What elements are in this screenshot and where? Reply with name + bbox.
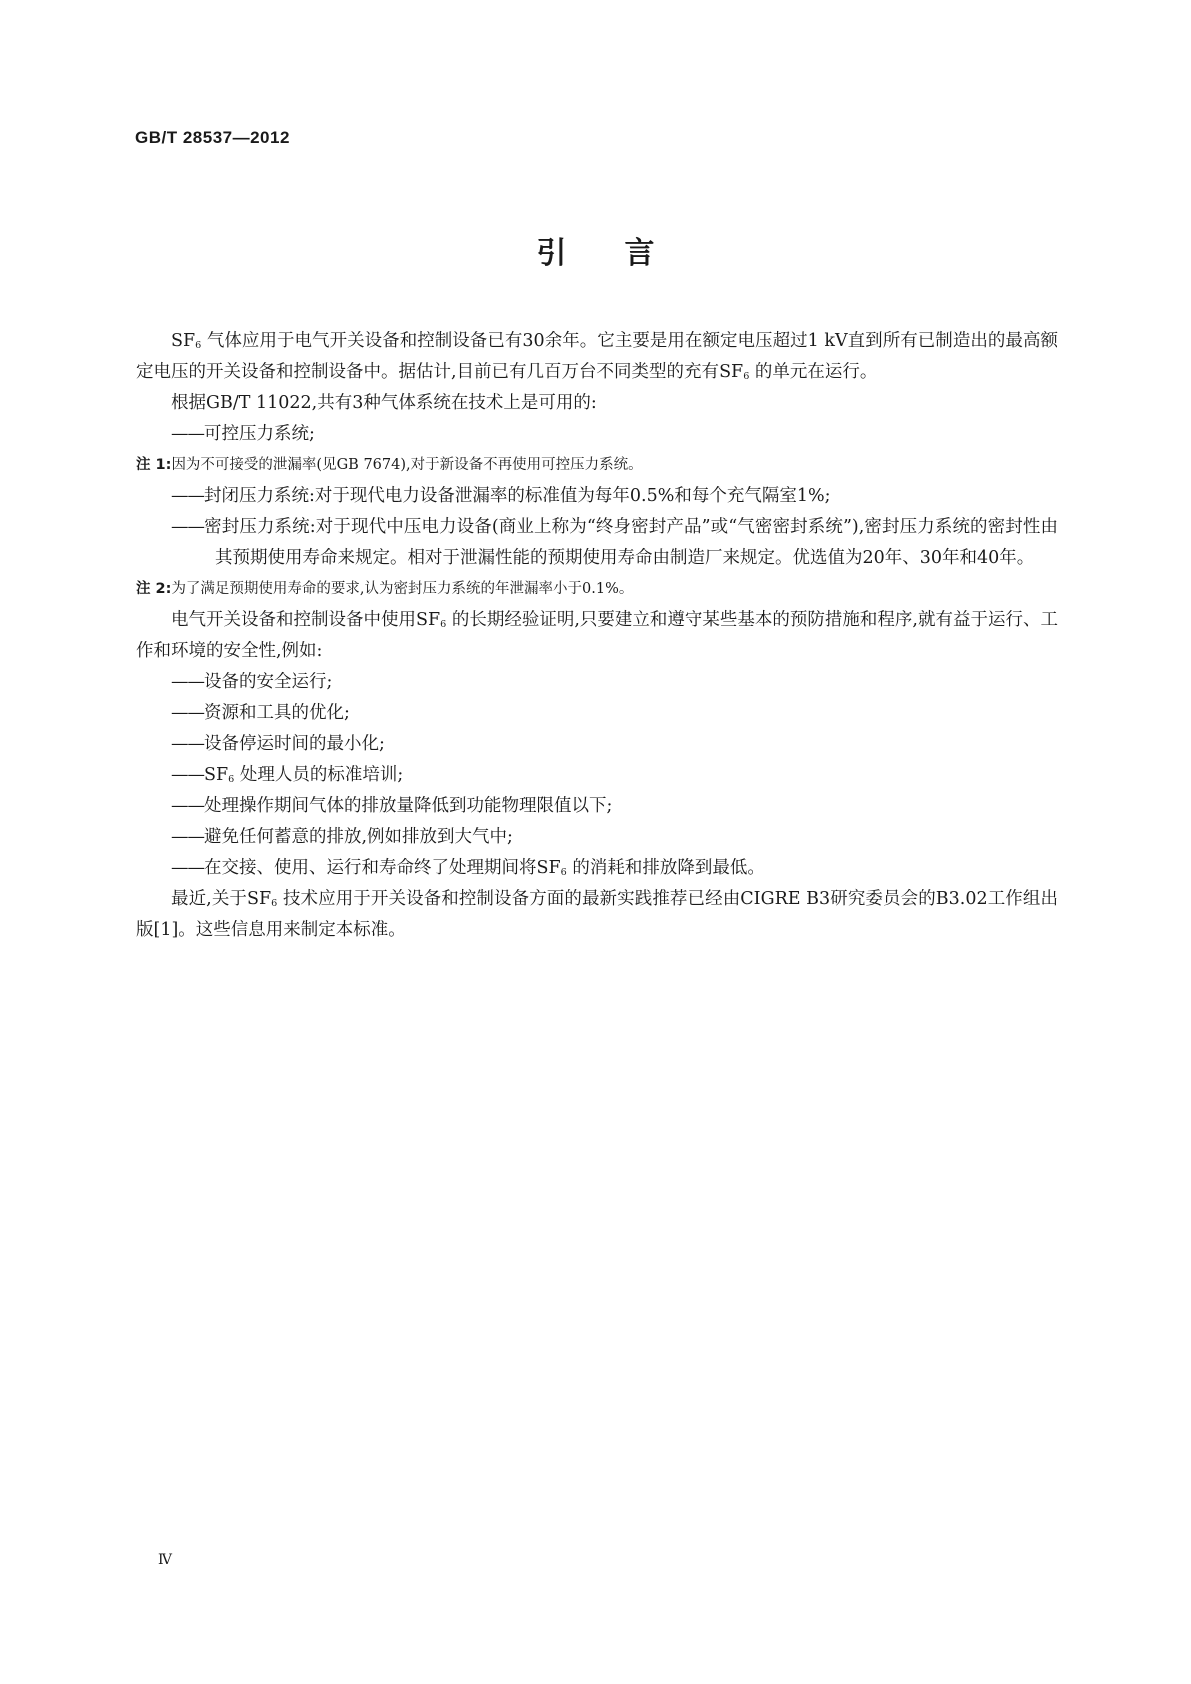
document-body — [136, 326, 1058, 946]
intro-paragraph-4: 最近,关于$SF_6$ 技术应用于开关设备和控制设备方面的最新实践推荐已经由CIGRE B3研究委员会的B3.02工作组出版[1]。这些信息用来制定本标准。 — [136, 889, 1058, 940]
page-title: 引言 — [536, 236, 713, 271]
benefit-item: ——处理操作期间气体的排放量降低到功能物理限值以下; — [171, 796, 613, 816]
standard-code: GB/T 28537—2012 — [135, 128, 290, 147]
intro-paragraph-1: $SF_6$ 气体应用于电气开关设备和控制设备已有30余年。它主要是用在额定电压超过1 kV直到所有已制造出的最高额定电压的开关设备和控制设备中。据估计,目前已有几百万台不同类型的充有$SF_6$ 的单元在运行。 — [136, 331, 1058, 382]
benefit-item: $——SF_6$ 处理人员的标准培训; — [171, 765, 404, 785]
gas-system-item-2: ——封闭压力系统:对于现代电力设备泄漏率的标准值为每年0.5%和每个充气隔室1%; — [171, 486, 831, 506]
note-2: 注 2:为了满足预期使用寿命的要求,认为密封压力系统的年泄漏率小于0.1%。 — [136, 581, 634, 597]
page-number: Ⅳ — [158, 1552, 172, 1568]
gas-system-item-1: ——可控压力系统; — [171, 424, 315, 444]
benefit-item: ——资源和工具的优化; — [171, 703, 350, 723]
benefit-item: ——避免任何蓄意的排放,例如排放到大气中; — [171, 827, 513, 847]
note-1: 注 1:因为不可接受的泄漏率(见GB 7674),对于新设备不再使用可控压力系统。 — [136, 457, 643, 473]
benefit-item: ——设备停运时间的最小化; — [171, 734, 385, 754]
gas-system-item-3: ——密封压力系统:对于现代中压电力设备(商业上称为“终身密封产品”或“气密密封系统”),密封压力系统的密封性由其预期使用寿命来规定。相对于泄漏性能的预期使用寿命由制造厂来规定。优选值为20年、30年和40年。 — [171, 517, 1058, 568]
benefit-item: ——在交接、使用、运行和寿命终了处理期间将$SF_6$ 的消耗和排放降到最低。 — [171, 858, 765, 878]
benefit-item: ——设备的安全运行; — [171, 672, 333, 692]
intro-paragraph-3: 电气开关设备和控制设备中使用$SF_6$ 的长期经验证明,只要建立和遵守某些基本的预防措施和程序,就有益于运行、工作和环境的安全性,例如: — [136, 610, 1058, 661]
intro-paragraph-2: 根据GB/T 11022,共有3种气体系统在技术上是可用的: — [171, 393, 597, 413]
